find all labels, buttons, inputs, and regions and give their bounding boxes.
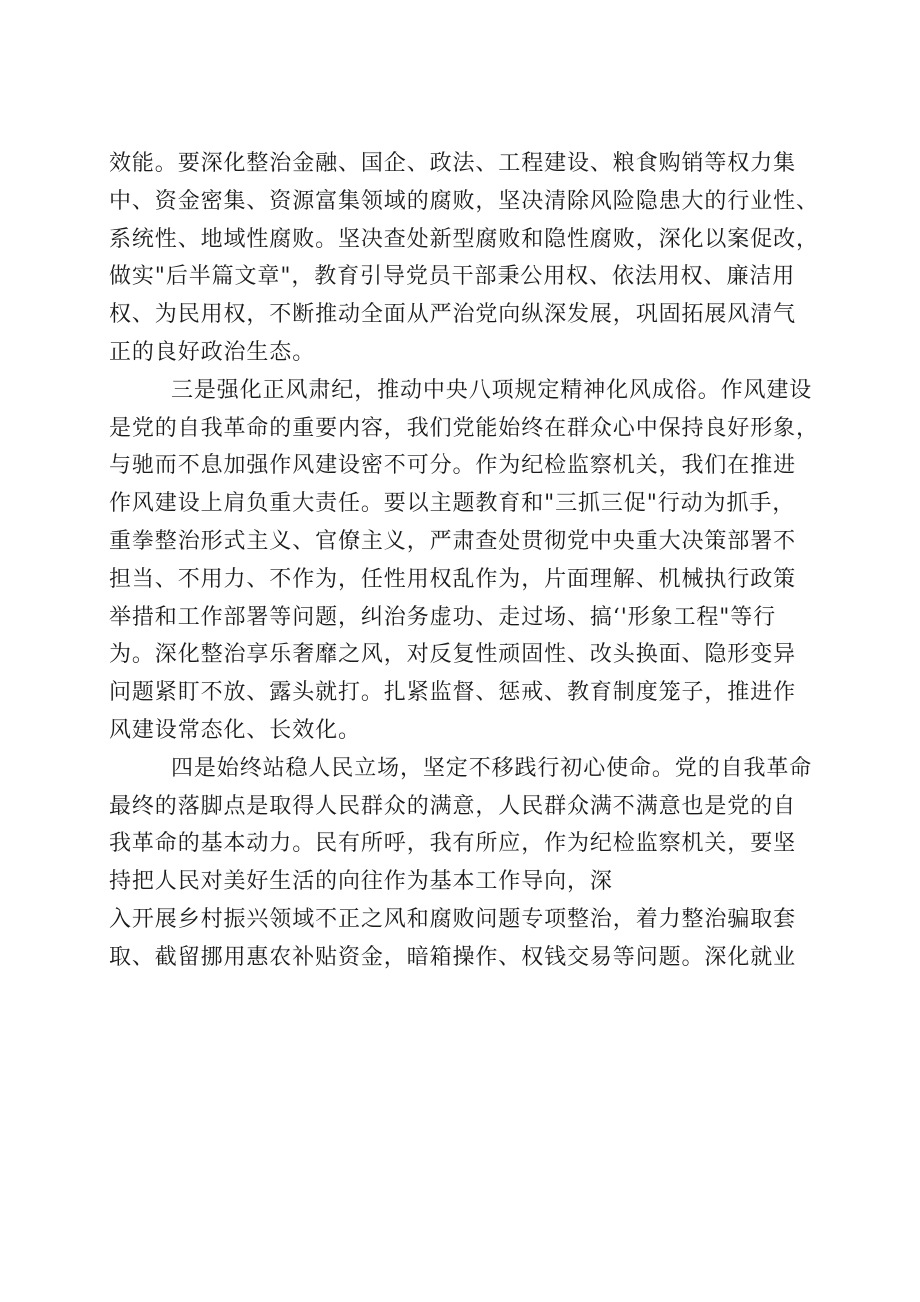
text-line: 重拳整治形式主义、官僚主义，严肃查处贯彻党中央重大决策部署不 [109, 528, 797, 554]
text-line: 持把人民对美好生活的向往作为基本工作导向，深 [109, 869, 613, 895]
text-line: 我革命的基本动力。民有所呼，我有所应，作为纪检监察机关，要坚 [109, 831, 797, 857]
text-line: 问题紧盯不放、露头就打。扎紧监督、惩戒、教育制度笼子，推进作 [109, 680, 797, 706]
text-line: 入开展乡村振兴领域不正之风和腐败问题专项整治，着力整治骗取套 [109, 906, 797, 932]
text-line: 举措和工作部署等问题，纠治务虚功、走过场、搞‘'形象工程"等行 [109, 604, 777, 630]
text-line: 效能。要深化整治金融、国企、政法、工程建设、粮食购销等权力集 [109, 151, 797, 176]
text-line: 作风建设上肩负重大责任。要以主题教育和"三抓三促"行动为抓手， [109, 491, 796, 517]
text-line: 做实"后半篇文章"，教育引导党员干部秉公用权、依法用权、廉洁用 [109, 264, 796, 290]
paragraph-3 [109, 750, 824, 977]
text-line: 系统性、地域性腐败。坚决查处新型腐败和隐性腐败，深化以案促改， [109, 226, 819, 252]
text-line: 取、截留挪用惠农补贴资金，暗箱操作、权钱交易等问题。深化就业 [109, 944, 797, 970]
paragraph-1 [109, 145, 824, 372]
text-line: 中、资金密集、资源富集领域的腐败，坚决清除风险隐患大的行业性、 [109, 188, 819, 214]
text-line: 是党的自我革命的重要内容，我们党能始终在群众心中保持良好形象， [109, 415, 819, 441]
text-line: 三是强化正风肃纪，推动中央八项规定精神化风成俗。作风建设 [171, 377, 813, 403]
paragraph-2 [109, 372, 824, 750]
text-line: 风建设常态化、长效化。 [109, 717, 361, 743]
text-line: 与驰而不息加强作风建设密不可分。作为纪检监察机关，我们在推进 [109, 453, 797, 479]
text-line: 正的良好政治生态。 [109, 339, 316, 365]
text-line: 四是始终站稳人民立场，坚定不移践行初心使命。党的自我革命 [171, 755, 813, 781]
text-line: 最终的落脚点是取得人民群众的满意，人民群众满不满意也是党的自 [109, 793, 797, 819]
text-line: 权、为民用权，不断推动全面从严治党向纵深发展，巩固拓展风清气 [109, 302, 797, 328]
text-line: 为。深化整治享乐奢靡之风，对反复性顽固性、改头换面、隐形变异 [109, 642, 797, 668]
text-line: 担当、不用力、不作为，任性用权乱作为，片面理解、机械执行政策 [109, 566, 797, 592]
document-body [109, 145, 824, 977]
